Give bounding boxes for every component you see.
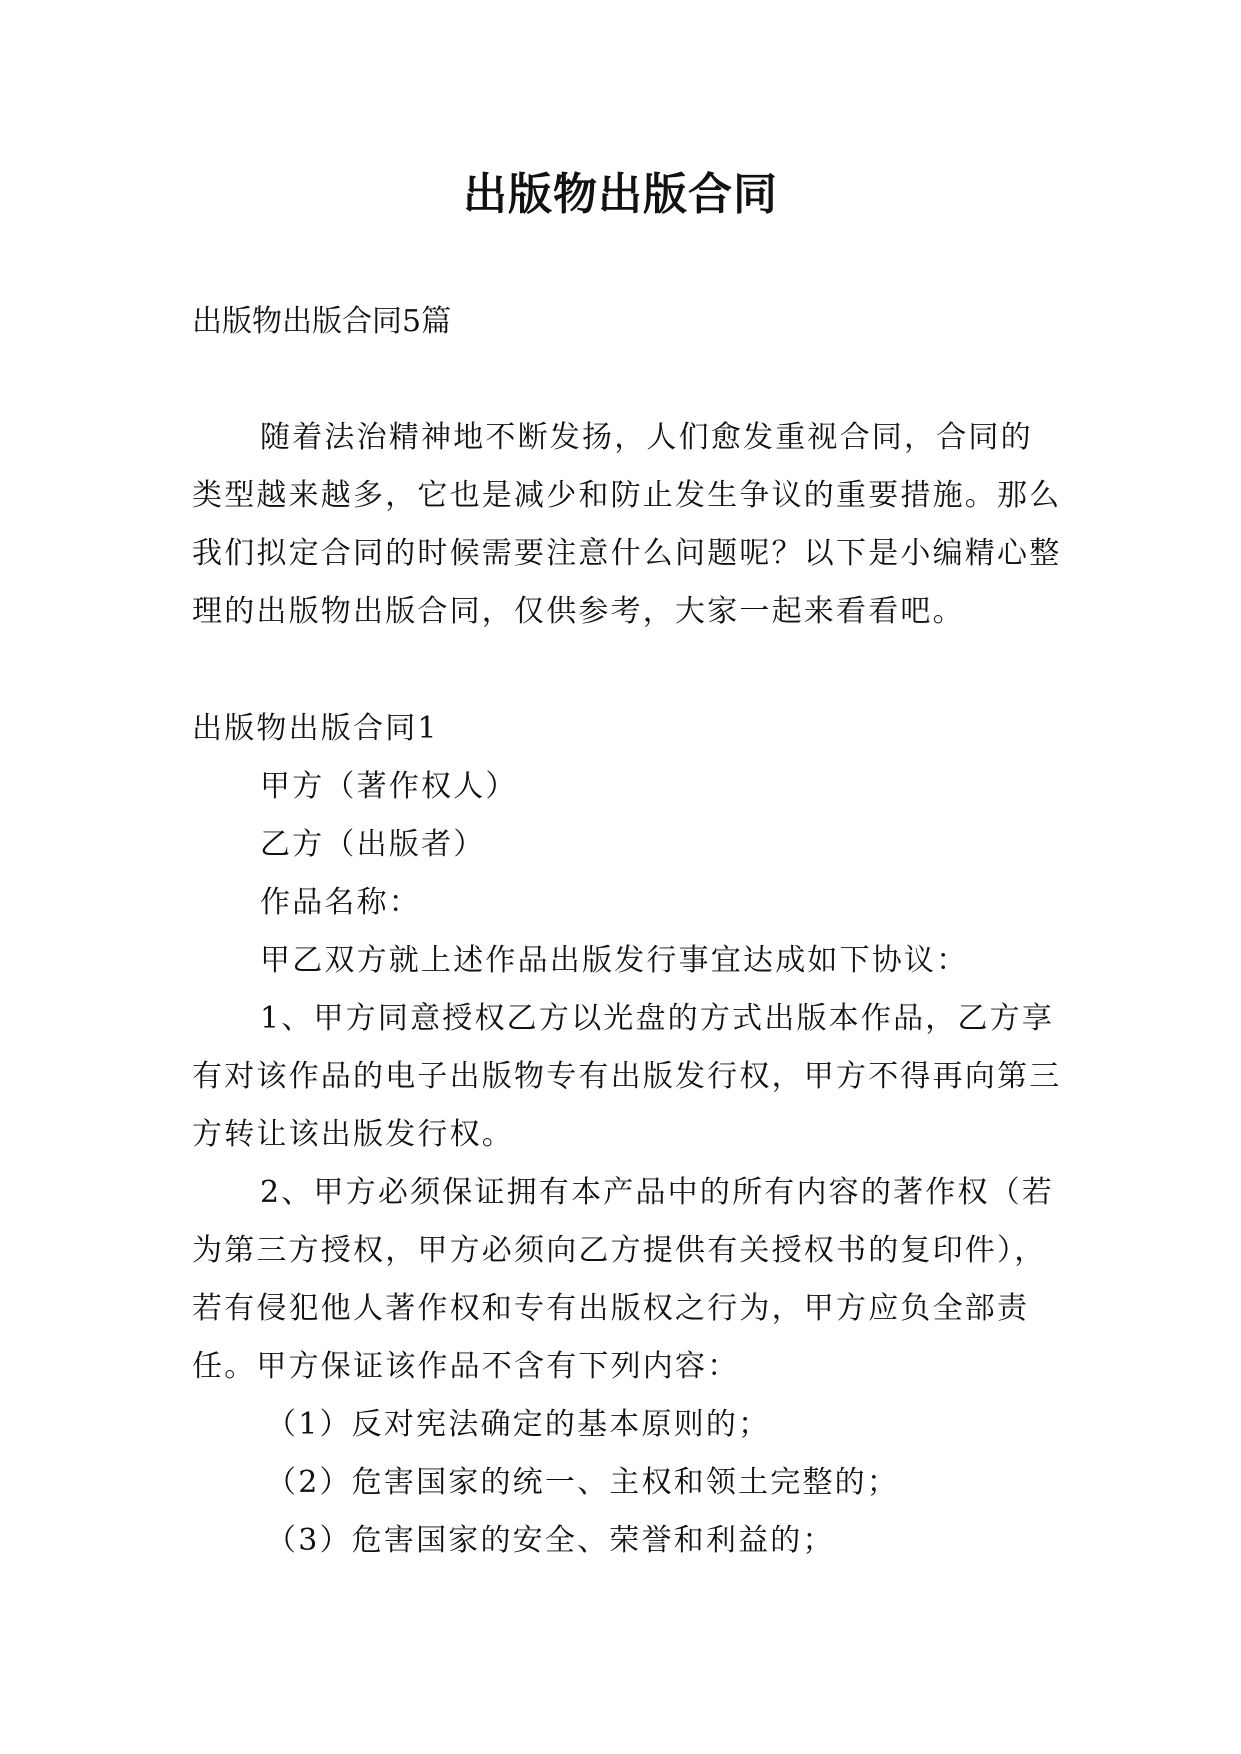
work-name-line: 作品名称：: [260, 885, 421, 920]
list-item: （2）危害国家的统一、主权和领土完整的；: [266, 1465, 900, 1500]
party-a-line: 甲方（著作权人）: [260, 769, 518, 804]
clause-1: 1、甲方同意授权乙方以光盘的方式出版本作品，乙方享有对该作品的电子出版物专有出版发行权，甲方不得再向第三方转让该出版发行权。: [192, 1001, 1062, 1152]
intro-paragraph: 随着法治精神地不断发扬，人们愈发重视合同，合同的类型越来越多，它也是减少和防止发生争议的重要措施。那么我们拟定合同的时候需要注意什么问题呢？以下是小编精心整理的出版物出版合同，仅供参考，大家一起来看看吧。: [192, 420, 1062, 629]
agreement-line: 甲乙双方就上述作品出版发行事宜达成如下协议：: [260, 943, 969, 978]
list-item: （1）反对宪法确定的基本原则的；: [266, 1407, 771, 1442]
clause-2: 2、甲方必须保证拥有本产品中的所有内容的著作权（若为第三方授权，甲方必须向乙方提供有关授权书的复印件），若有侵犯他人著作权和专有出版权之行为，甲方应负全部责任。甲方保证该作品不含有下列内容：: [192, 1175, 1055, 1384]
section-heading: 出版物出版合同1: [192, 711, 439, 746]
document-title: 出版物出版合同: [463, 169, 778, 220]
party-b-line: 乙方（出版者）: [260, 827, 486, 862]
list-item: （3）危害国家的安全、荣誉和利益的；: [266, 1523, 835, 1558]
document-subtitle: 出版物出版合同5篇: [192, 304, 452, 339]
contract-body: [192, 700, 1062, 1570]
